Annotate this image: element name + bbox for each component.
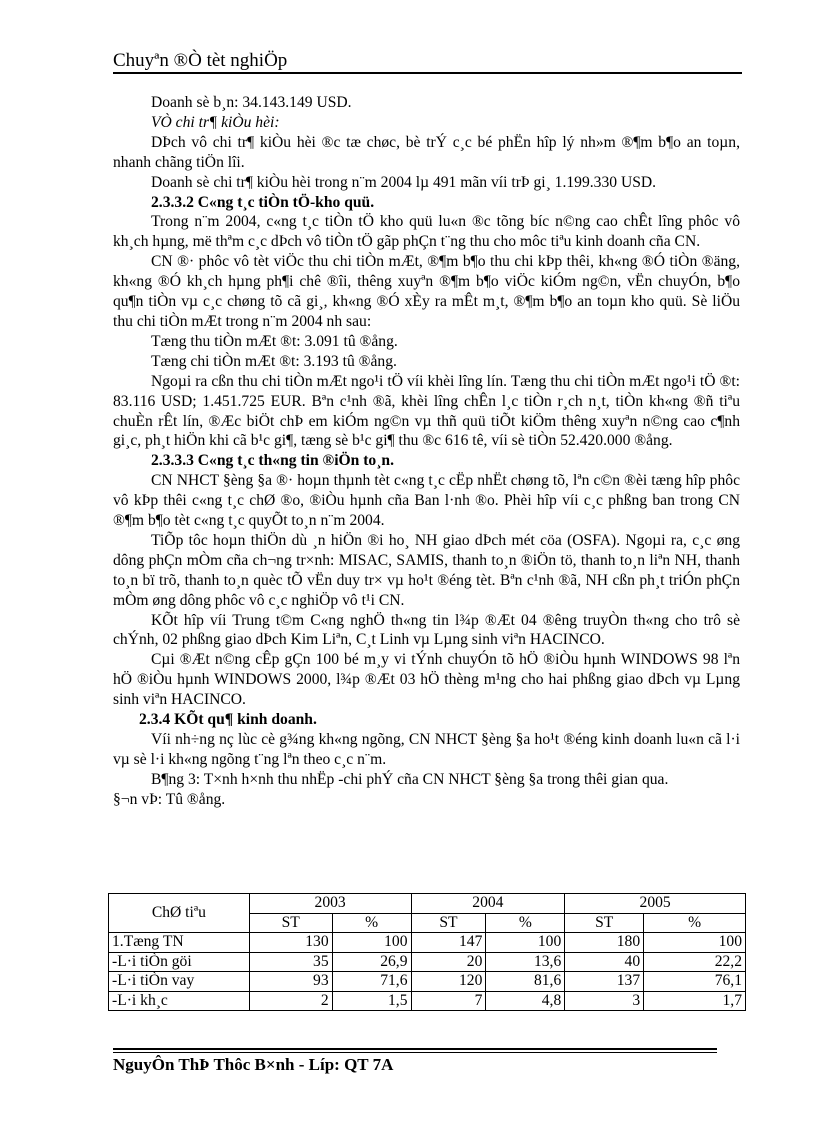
it-paragraph-2: TiÕp tôc hoµn thiÖn dù ¸n hiÖn ®i ho¸ NH giao dÞch mét cöa (OSFA). Ngoµi ra, c¸c øng dông phÇn mÒm cña ch¬ng tr×nh: MISAC, SAMIS, thanh to¸n ®iÖn tö, thanh to¸n liªn NH, thanh to¸n bï trõ, thanh to¸n quèc tÕ vËn duy tr× vµ ho¹t ®éng tèt. Bªn c¹nh ®ã, NH cßn ph¸t triÓn phÇn mÒm øng dông phôc vô c¸c nghiÖp vô t¹i CN. (113, 531, 740, 609)
table-cell: 40 (565, 952, 644, 972)
header-rule (113, 72, 742, 74)
table-cell: 76,1 (644, 972, 746, 992)
table-row (109, 933, 746, 953)
it-paragraph-1: CN NHCT §èng §a ®· hoµn thµnh tèt c«ng t¸c cËp nhËt chøng tõ, lªn c©n ®èi tæng hîp phôc vô kÞp thêi c«ng t¸c chØ ®o, ®iÒu hµnh cña Ban l·nh ®o. Phèi hîp víi c¸c phßng ban trong CN ®¶m b¶o tèt c«ng t¸c quyÕt to¸n n¨m 2004. (113, 472, 740, 530)
row-label: 1.Tæng TN (109, 933, 250, 953)
table-cell: 20 (411, 952, 486, 972)
table-subheader-pct: % (332, 913, 411, 933)
table-header-row (109, 894, 746, 914)
remittance-paragraph: DÞch vô chi tr¶ kiÒu hèi ®c tæ chøc, bè trÝ c¸c bé phËn hîp lý nh»m ®¶m b¶o an toµn, nhanh chãng tiÖn lîi. (113, 133, 740, 171)
table-cell: 180 (565, 933, 644, 953)
table-cell: 3 (565, 991, 644, 1011)
table-cell: 2 (249, 991, 332, 1011)
table-cell: 1,5 (332, 991, 411, 1011)
section-heading-2332: 2.3.3.2 C«ng t¸c tiÒn tÖ-kho quü. (151, 193, 375, 211)
income-table (108, 893, 746, 1011)
section-heading-2333: 2.3.3.3 C«ng t¸c th«ng tin ®iÖn to¸n. (151, 452, 394, 470)
table-header-year: 2005 (565, 894, 746, 914)
table-cell: 13,6 (486, 952, 565, 972)
table-cell: 100 (486, 933, 565, 953)
foreign-cash-paragraph: Ngoµi ra cßn thu chi tiÒn mÆt ngo¹i tÖ víi khèi lîng lín. Tæng thu chi tiÒn mÆt ngo¹i tÖ ®t: 83.116 USD; 1.451.725 EUR. Bªn c¹nh ®ã, khèi lîng chÊn l¸c tiÒn r¸ch n¸t, tiÒn kh«ng ®ñ tiªu chuÈn rÊt lín, ®Æc biÖt chÞ em kiÓm ng©n vµ thñ quü tiÕt kiÖm thêng xuyªn n©ng cao c¶nh gi¸c, ph¸t hiÖn khi cã b¹c gi¶, tæng sè b¹c gi¶ thu ®c 616 tê, víi sè tiÒn 52.420.000 ®ång. (113, 372, 740, 450)
table-subheader-pct: % (644, 913, 746, 933)
section-heading-234: 2.3.4 KÕt qu¶ kinh doanh. (139, 711, 317, 729)
table-cell: 120 (411, 972, 486, 992)
table-subheader-st: ST (565, 913, 644, 933)
footer-rule-thin (113, 1052, 717, 1053)
cash-receipts-line: Tæng thu tiÒn mÆt ®t: 3.091 tû ®ång. (151, 332, 398, 350)
table-header-indicator: ChØ tiªu (109, 894, 250, 933)
table-subheader-st: ST (249, 913, 332, 933)
table-subheader-st: ST (411, 913, 486, 933)
table-cell: 130 (249, 933, 332, 953)
treasury-paragraph-1: Trong n¨m 2004, c«ng t¸c tiÒn tÖ kho quü lu«n ®c tõng bíc n©ng cao chÊt lîng phôc vô kh¸ch hµng, më thªm c¸c dÞch vô tiÒn tÖ gãp phÇn t¨ng thu cho môc tiªu kinh doanh cña CN. (113, 213, 740, 251)
table-cell: 26,9 (332, 952, 411, 972)
table-cell: 35 (249, 952, 332, 972)
table-row (109, 972, 746, 992)
table-caption: B¶ng 3: T×nh h×nh thu nhËp -chi phÝ cña CN NHCT §èng §a trong thêi gian qua. (151, 770, 669, 788)
it-paragraph-3: KÕt hîp víi Trung t©m C«ng nghÖ th«ng tin l¾p ®Æt 04 ®êng truyÒn th«ng cho trô sè chÝnh, 02 phßng giao dÞch Kim Liªn, C¸t Linh vµ Lµng sinh viªn HACINCO. (113, 611, 740, 649)
table-cell: 137 (565, 972, 644, 992)
table-subheader-pct: % (486, 913, 565, 933)
remittance-sales-line: Doanh sè chi tr¶ kiÒu hèi trong n¨m 2004 lµ 491 mãn víi trÞ gi¸ 1.199.330 USD. (151, 173, 657, 191)
table-cell: 4,8 (486, 991, 565, 1011)
table-unit: §¬n vÞ: Tû ®ång. (113, 790, 226, 808)
table-cell: 93 (249, 972, 332, 992)
table-cell: 71,6 (332, 972, 411, 992)
table-header-year: 2003 (249, 894, 411, 914)
results-paragraph: Víi nh÷ng nç lùc cè g¾ng kh«ng ngõng, CN NHCT §èng §a ho¹t ®éng kinh doanh lu«n cã l·i vµ sè l·i kh«ng ngõng t¨ng lªn theo c¸c n¨m. (113, 731, 740, 768)
table-cell: 1,7 (644, 991, 746, 1011)
treasury-paragraph-2: CN ®· phôc vô tèt viÖc thu chi tiÒn mÆt, ®¶m b¶o thu chi kÞp thêi, kh«ng ®Ó tiÒn ®äng, kh«ng ®Ó kh¸ch hµng ph¶i chê ®îi, thêng xuyªn ®¶m b¶o viÖc kiÓm ng©n, vËn chuyÓn, b¶o qu¶n tiÒn vµ c¸c chøng tõ cã gi¸, kh«ng ®Ó xÈy ra mÊt m¸t, ®¶m b¶o an toµn kho quü. Sè liÖu thu chi tiÒn mÆt trong n¨m 2004 nh sau: (113, 253, 740, 330)
page-header-title: Chuyªn ®Ò tèt nghiÖp (113, 50, 288, 71)
remittance-subheading: VÒ chi tr¶ kiÒu hèi: (151, 113, 280, 131)
row-label: -L·i tiÒn göi (109, 952, 250, 972)
table-row (109, 952, 746, 972)
table-cell: 100 (332, 933, 411, 953)
table-cell: 147 (411, 933, 486, 953)
document-body (113, 93, 740, 810)
it-paragraph-4: Cµi ®Æt n©ng cÊp gÇn 100 bé m¸y vi tÝnh chuyÓn tõ hÖ ®iÒu hµnh WINDOWS 98 lªn hÖ ®iÒu hµnh WINDOWS 2000, l¾p ®Æt 03 hÖ thèng m¹ng cho hai phßng giao dÞch vµ Lµng sinh viªn HACINCO. (113, 651, 740, 709)
row-label: -L·i kh¸c (109, 991, 250, 1011)
table-header-year: 2004 (411, 894, 565, 914)
table-cell: 100 (644, 933, 746, 953)
cash-payments-line: Tæng chi tiÒn mÆt ®t: 3.193 tû ®ång. (151, 352, 397, 370)
table-cell: 81,6 (486, 972, 565, 992)
row-label: -L·i tiÒn vay (109, 972, 250, 992)
sales-line: Doanh sè b¸n: 34.143.149 USD. (151, 94, 352, 111)
table-row (109, 991, 746, 1011)
table-cell: 7 (411, 991, 486, 1011)
table-cell: 22,2 (644, 952, 746, 972)
page-footer-author: NguyÔn ThÞ Thôc B×nh - Líp: QT 7A (113, 1055, 394, 1074)
footer-rule-thick (113, 1048, 717, 1050)
